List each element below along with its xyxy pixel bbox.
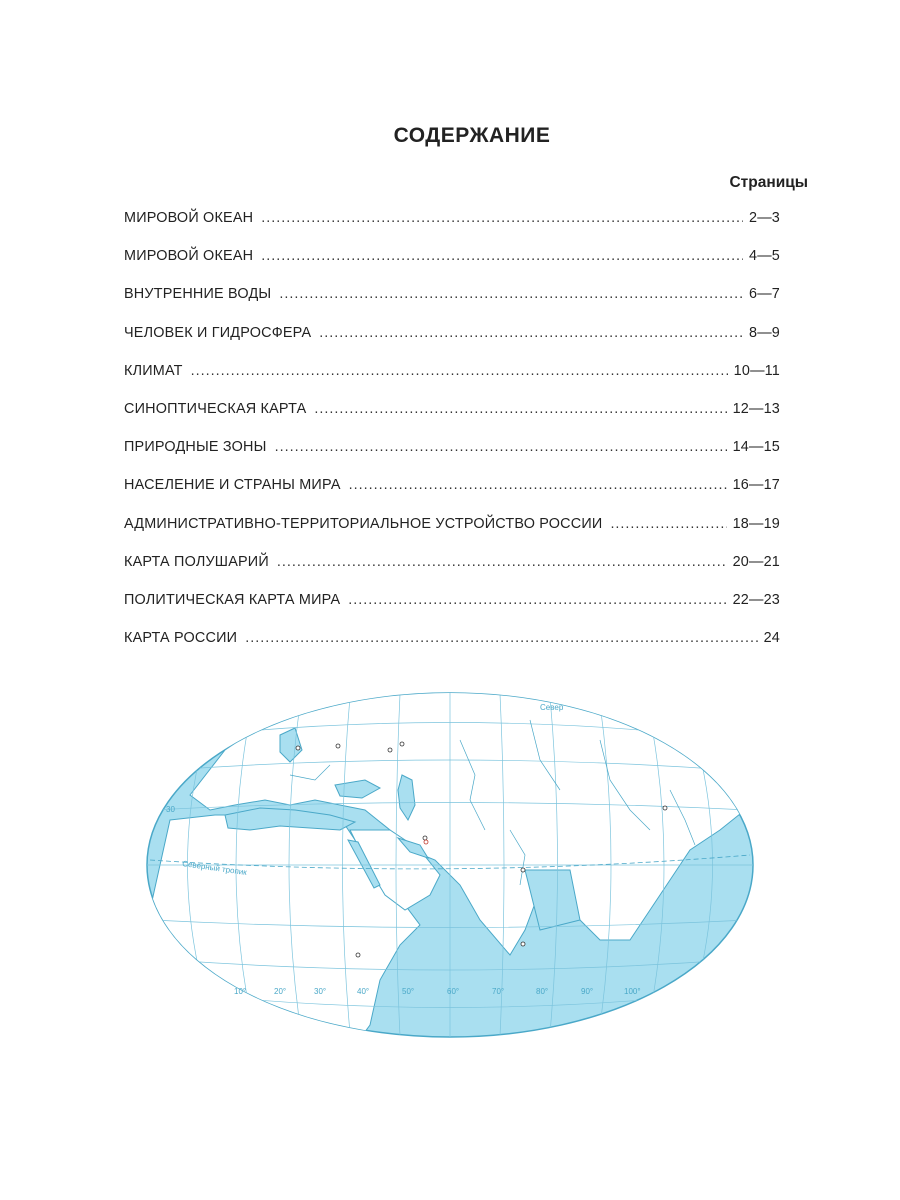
toc-leader-dots [610,516,726,532]
toc-page-number: 16—17 [732,477,780,494]
toc-entry-label: НАСЕЛЕНИЕ И СТРАНЫ МИРА [124,477,341,494]
toc-page-number: 10—11 [733,362,780,379]
toc-entry-label: АДМИНИСТРАТИВНО-ТЕРРИТОРИАЛЬНОЕ УСТРОЙСТВО РОССИИ [124,515,603,532]
toc-entry-label: ВНУТРЕННИЕ ВОДЫ [124,286,272,303]
meridian-label: 40° [357,987,370,996]
toc-page-number: 2—3 [749,210,780,226]
highlighted-city-marker [424,840,428,844]
toc-entry-label: СИНОПТИЧЕСКАЯ КАРТА [124,400,307,417]
page-title: СОДЕРЖАНИЕ [393,124,551,147]
toc-page-number: 22—23 [732,591,780,608]
toc-row[interactable] [124,286,780,324]
toc-leader-dots [275,439,727,455]
toc-leader-dots [277,554,727,570]
toc-row[interactable] [124,401,780,439]
toc-page-number: 18—19 [732,515,780,532]
meridian-label: 70° [492,987,505,996]
toc-row[interactable] [124,210,780,248]
polar-circle-label: Север [540,703,564,712]
toc-leader-dots [348,592,726,608]
toc-row[interactable] [124,516,780,554]
toc-page-number: 20—21 [732,553,780,570]
meridian-label: 30° [314,987,327,996]
toc-row[interactable] [124,363,780,401]
pages-column-header: Страницы [729,174,808,191]
toc-entry-label: МИРОВОЙ ОКЕАН [124,210,254,226]
toc-page-number: 24 [763,630,780,647]
toc-entry-label: КАРТА ПОЛУШАРИЙ [124,553,269,570]
toc-row[interactable] [124,248,780,286]
meridian-label: 10° [234,987,247,996]
toc-leader-dots [245,630,757,646]
toc-row[interactable] [124,325,780,363]
toc-page-number: 6—7 [749,286,780,303]
toc-row[interactable] [124,439,780,477]
map-svg [130,680,770,1050]
latitude-label: 30 [166,805,175,814]
toc-leader-dots [349,477,727,493]
toc-entry-label: ПОЛИТИЧЕСКАЯ КАРТА МИРА [124,591,341,608]
toc-row[interactable] [124,592,780,630]
toc-entry-label: МИРОВОЙ ОКЕАН [124,248,254,265]
toc-page-number: 12—13 [732,400,780,417]
toc-leader-dots [319,325,743,341]
toc-leader-dots [261,248,743,264]
toc-row[interactable] [124,630,780,668]
toc-entry-label: КЛИМАТ [124,362,183,379]
world-outline-map [130,680,770,1050]
toc-page-number: 14—15 [732,439,780,456]
meridian-label: 80° [536,987,549,996]
toc-leader-dots [279,286,743,302]
table-of-contents [124,210,780,668]
toc-leader-dots [314,401,726,417]
meridian-label: 90° [581,987,594,996]
toc-entry-label: КАРТА РОССИИ [124,630,238,647]
toc-page-number: 8—9 [749,324,780,341]
toc-row[interactable] [124,554,780,592]
meridian-label: 20° [274,987,287,996]
meridian-label: 100° [624,987,641,996]
toc-entry-label: ПРИРОДНЫЕ ЗОНЫ [124,439,267,456]
meridian-label: 50° [402,987,415,996]
toc-page-number: 4—5 [749,248,780,265]
toc-row[interactable] [124,477,780,515]
toc-leader-dots [261,210,743,226]
tropic-label: Северный тропик [181,859,248,878]
toc-leader-dots [191,363,728,379]
toc-entry-label: ЧЕЛОВЕК И ГИДРОСФЕРА [124,324,312,341]
meridian-label: 60° [447,987,460,996]
